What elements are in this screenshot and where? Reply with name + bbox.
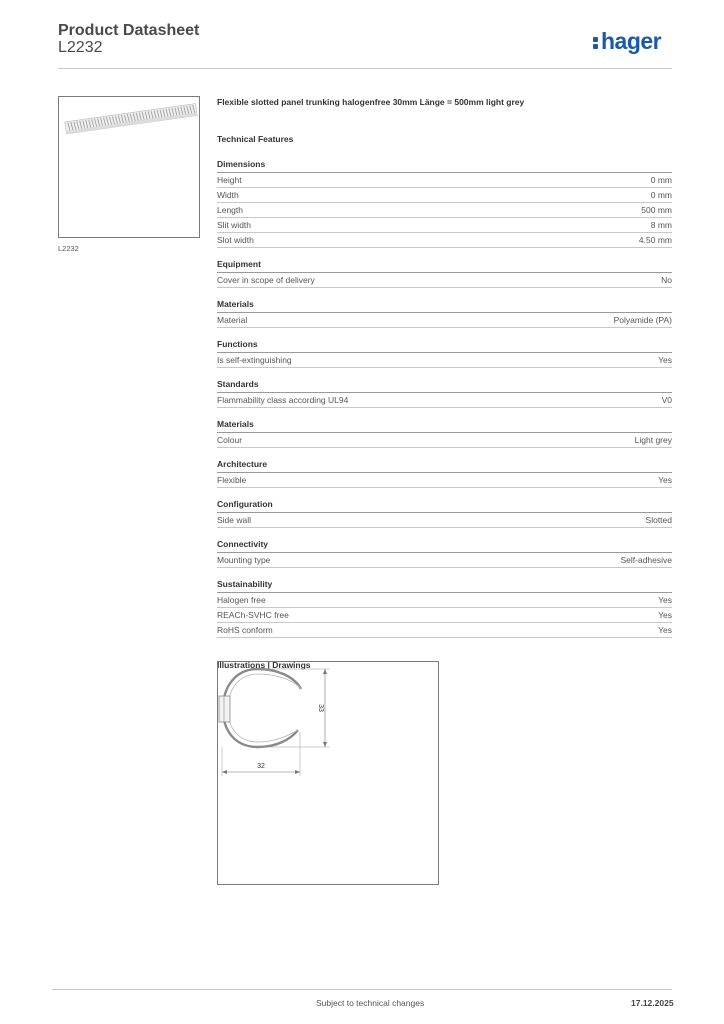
feature-row bbox=[217, 188, 672, 203]
hager-logo bbox=[593, 28, 661, 55]
feature-value: V0 bbox=[661, 395, 672, 405]
footer-divider bbox=[52, 989, 672, 990]
section-title: Materials bbox=[217, 418, 672, 433]
feature-row bbox=[217, 273, 672, 288]
feature-section bbox=[217, 298, 672, 328]
feature-value: Polyamide (PA) bbox=[613, 315, 672, 325]
feature-section bbox=[217, 158, 672, 248]
feature-row bbox=[217, 233, 672, 248]
dimension-width-label: 32 bbox=[257, 763, 265, 770]
feature-value: Yes bbox=[658, 475, 672, 485]
feature-value: Yes bbox=[658, 595, 672, 605]
feature-value: Yes bbox=[658, 610, 672, 620]
feature-value: No bbox=[661, 275, 672, 285]
feature-value: 0 mm bbox=[650, 175, 672, 185]
product-photo bbox=[58, 96, 200, 238]
product-description: Flexible slotted panel trunking halogenfree 30mm Länge = 500mm light grey bbox=[217, 97, 525, 107]
feature-label: Slit width bbox=[217, 220, 252, 230]
feature-label: Width bbox=[217, 190, 239, 200]
feature-row bbox=[217, 553, 672, 568]
feature-sections bbox=[217, 158, 672, 638]
feature-row bbox=[217, 393, 672, 408]
illustrations-heading: Illustrations | Drawings bbox=[217, 660, 311, 670]
feature-section bbox=[217, 538, 672, 568]
feature-label: Halogen free bbox=[217, 595, 266, 605]
feature-label: Flammability class according UL94 bbox=[217, 395, 349, 405]
feature-row bbox=[217, 593, 672, 608]
section-title: Sustainability bbox=[217, 578, 672, 593]
feature-row bbox=[217, 608, 672, 623]
feature-section bbox=[217, 378, 672, 408]
section-title: Configuration bbox=[217, 498, 672, 513]
feature-row bbox=[217, 173, 672, 188]
page-title: Product Datasheet bbox=[58, 22, 200, 39]
technical-features-heading: Technical Features bbox=[217, 134, 294, 144]
feature-label: Mounting type bbox=[217, 555, 271, 565]
feature-value: 0 mm bbox=[650, 190, 672, 200]
feature-label: Colour bbox=[217, 435, 243, 445]
feature-value: Slotted bbox=[645, 515, 672, 525]
feature-section bbox=[217, 258, 672, 288]
feature-label: Cover in scope of delivery bbox=[217, 275, 315, 285]
section-title: Equipment bbox=[217, 258, 672, 273]
feature-label: REACh-SVHC free bbox=[217, 610, 289, 620]
feature-value: Yes bbox=[658, 355, 672, 365]
feature-row bbox=[217, 473, 672, 488]
feature-value: Yes bbox=[658, 625, 672, 635]
footer-date: 17.12.2025 bbox=[631, 998, 674, 1008]
feature-row bbox=[217, 513, 672, 528]
section-title: Functions bbox=[217, 338, 672, 353]
feature-section bbox=[217, 338, 672, 368]
dimension-height-label: 33 bbox=[317, 704, 324, 712]
feature-label: Material bbox=[217, 315, 248, 325]
footer-note: Subject to technical changes bbox=[316, 998, 425, 1008]
feature-value: Self-adhesive bbox=[620, 555, 672, 565]
feature-value: 4.50 mm bbox=[638, 235, 672, 245]
technical-content bbox=[217, 96, 672, 674]
feature-row bbox=[217, 623, 672, 638]
section-title: Standards bbox=[217, 378, 672, 393]
feature-row bbox=[217, 353, 672, 368]
drawing-box bbox=[217, 661, 439, 885]
feature-label: Flexible bbox=[217, 475, 247, 485]
feature-section bbox=[217, 578, 672, 638]
section-title: Connectivity bbox=[217, 538, 672, 553]
logo-text: hager bbox=[601, 28, 662, 54]
feature-row bbox=[217, 313, 672, 328]
feature-label: Height bbox=[217, 175, 242, 185]
feature-label: Is self-extinguishing bbox=[217, 355, 292, 365]
section-title: Materials bbox=[217, 298, 672, 313]
feature-value: 8 mm bbox=[650, 220, 672, 230]
section-title: Dimensions bbox=[217, 158, 672, 173]
photo-caption: L2232 bbox=[58, 244, 79, 253]
feature-value: Light grey bbox=[634, 435, 672, 445]
feature-section bbox=[217, 498, 672, 528]
section-title: Architecture bbox=[217, 458, 672, 473]
feature-section bbox=[217, 458, 672, 488]
feature-label: Slot width bbox=[217, 235, 254, 245]
feature-row bbox=[217, 218, 672, 233]
feature-row bbox=[217, 203, 672, 218]
feature-label: RoHS conform bbox=[217, 625, 273, 635]
header-divider bbox=[58, 68, 672, 69]
product-code: L2232 bbox=[58, 39, 103, 56]
feature-label: Side wall bbox=[217, 515, 252, 525]
logo-dots-icon bbox=[593, 34, 600, 50]
feature-label: Length bbox=[217, 205, 243, 215]
feature-value: 500 mm bbox=[641, 205, 672, 215]
feature-section bbox=[217, 418, 672, 448]
feature-row bbox=[217, 433, 672, 448]
